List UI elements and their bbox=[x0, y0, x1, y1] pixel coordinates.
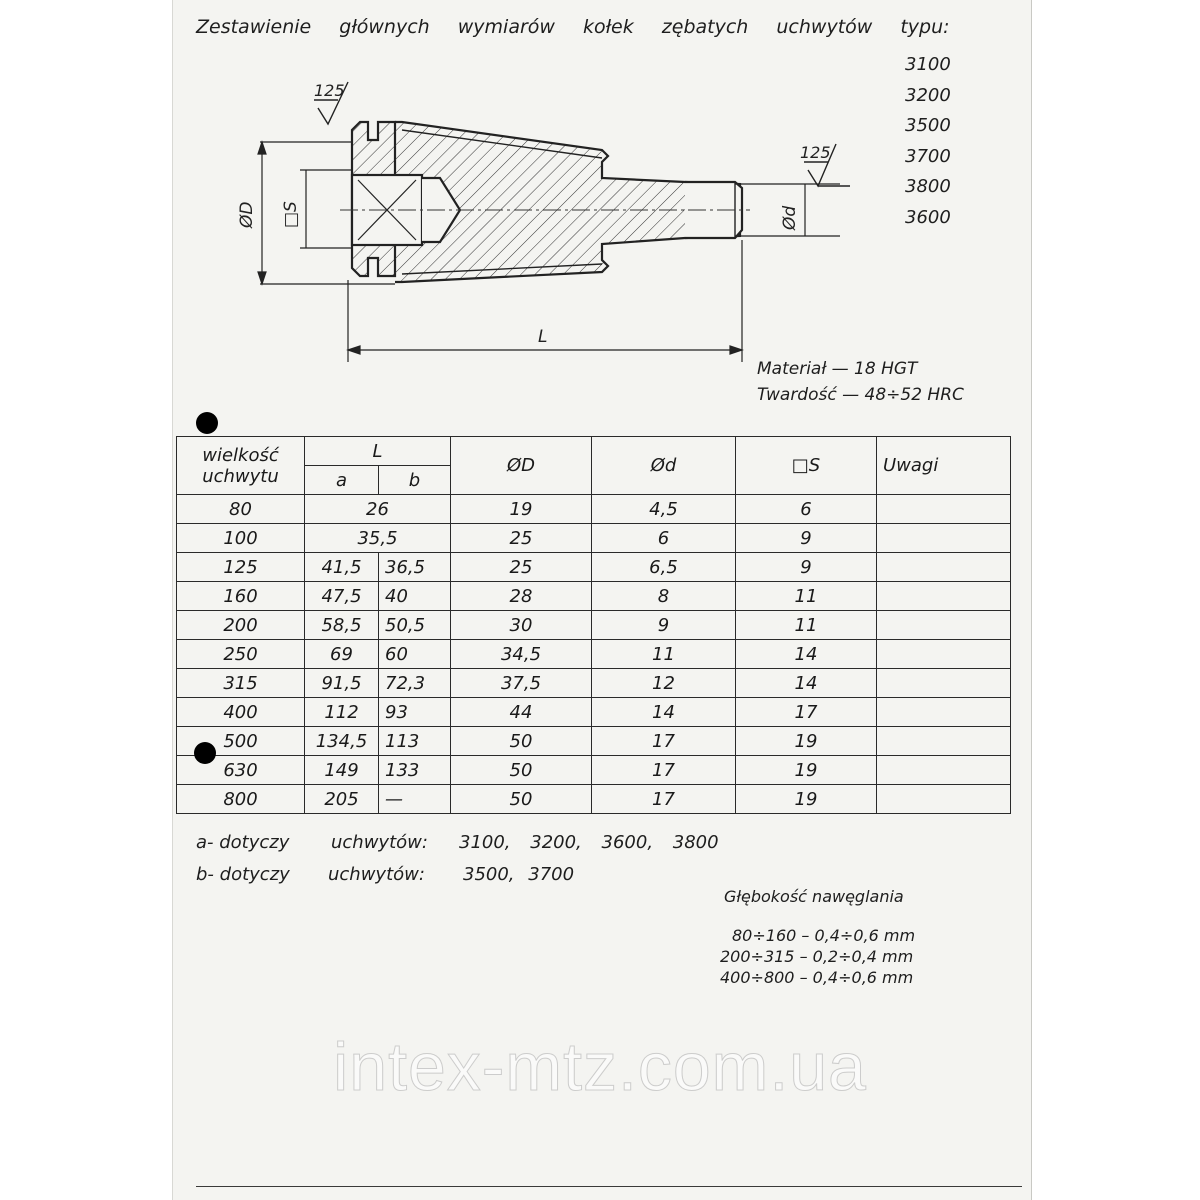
header-S: □S bbox=[736, 437, 877, 495]
cell-S: 6 bbox=[736, 495, 877, 524]
cell-remarks bbox=[877, 640, 1011, 669]
cell-d: 12 bbox=[592, 669, 736, 698]
cell-size: 160 bbox=[177, 582, 305, 611]
cell-S: 11 bbox=[736, 611, 877, 640]
cell-D: 37,5 bbox=[451, 669, 592, 698]
cell-b: 133 bbox=[379, 756, 451, 785]
dimension-d-label: Ød bbox=[780, 205, 800, 230]
cell-d: 17 bbox=[592, 785, 736, 814]
header-D: ØD bbox=[451, 437, 592, 495]
cell-D: 50 bbox=[451, 756, 592, 785]
cell-S: 14 bbox=[736, 669, 877, 698]
table-row bbox=[177, 495, 1011, 524]
punch-hole bbox=[194, 742, 216, 764]
chuck-type-list bbox=[905, 54, 965, 237]
cell-d: 17 bbox=[592, 756, 736, 785]
header-b: b bbox=[379, 466, 451, 495]
cell-D: 25 bbox=[451, 553, 592, 582]
dimension-D-label: ØD bbox=[237, 201, 257, 228]
cell-size: 400 bbox=[177, 698, 305, 727]
cell-d: 6 bbox=[592, 524, 736, 553]
cell-size: 200 bbox=[177, 611, 305, 640]
cell-size: 80 bbox=[177, 495, 305, 524]
material-line: Materiał — 18 HGT bbox=[757, 359, 918, 379]
punch-hole bbox=[196, 412, 218, 434]
cell-remarks bbox=[877, 553, 1011, 582]
cell-d: 17 bbox=[592, 727, 736, 756]
cell-remarks bbox=[877, 669, 1011, 698]
cell-a: 205 bbox=[305, 785, 379, 814]
material-info bbox=[757, 356, 964, 408]
carburizing-line: 80÷160 – 0,4÷0,6 mm bbox=[732, 926, 916, 945]
watermark: intex-mtz.com.ua bbox=[333, 1029, 867, 1105]
cell-size: 100 bbox=[177, 524, 305, 553]
cell-a: 41,5 bbox=[305, 553, 379, 582]
header-remarks: Uwagi bbox=[877, 437, 1011, 495]
table-row bbox=[177, 582, 1011, 611]
note-b-label: b- dotyczy bbox=[196, 864, 290, 885]
table-row bbox=[177, 727, 1011, 756]
document-title: Zestawienie głównych wymiarów kołek zębatych uchwytów typu: bbox=[196, 16, 950, 38]
cell-b: 40 bbox=[379, 582, 451, 611]
header-a: a bbox=[305, 466, 379, 495]
cell-S: 19 bbox=[736, 785, 877, 814]
dimension-L-label: L bbox=[538, 327, 548, 347]
chuck-type: 3200 bbox=[905, 84, 951, 106]
chuck-type: 3700 bbox=[905, 145, 951, 167]
cell-size: 315 bbox=[177, 669, 305, 698]
hardness-line: Twardość — 48÷52 HRC bbox=[757, 385, 964, 405]
cell-remarks bbox=[877, 756, 1011, 785]
cell-D: 30 bbox=[451, 611, 592, 640]
note-a-label: a- dotyczy bbox=[196, 832, 290, 853]
cell-b: 60 bbox=[379, 640, 451, 669]
carburizing-line: 400÷800 – 0,4÷0,6 mm bbox=[720, 968, 914, 987]
cell-remarks bbox=[877, 698, 1011, 727]
cell-b: 50,5 bbox=[379, 611, 451, 640]
table-row bbox=[177, 785, 1011, 814]
cell-d: 8 bbox=[592, 582, 736, 611]
cell-remarks bbox=[877, 785, 1011, 814]
cell-D: 34,5 bbox=[451, 640, 592, 669]
cell-b: 36,5 bbox=[379, 553, 451, 582]
cell-a: 58,5 bbox=[305, 611, 379, 640]
cell-D: 50 bbox=[451, 727, 592, 756]
note-a bbox=[196, 832, 719, 853]
cell-S: 9 bbox=[736, 553, 877, 582]
cell-size: 800 bbox=[177, 785, 305, 814]
carburizing-line: 200÷315 – 0,2÷0,4 mm bbox=[720, 947, 914, 966]
cell-S: 17 bbox=[736, 698, 877, 727]
cell-b: 93 bbox=[379, 698, 451, 727]
cell-d: 6,5 bbox=[592, 553, 736, 582]
table-row bbox=[177, 698, 1011, 727]
cell-remarks bbox=[877, 524, 1011, 553]
cell-remarks bbox=[877, 495, 1011, 524]
header-size: wielkość uchwytu bbox=[177, 437, 305, 495]
cell-a: 134,5 bbox=[305, 727, 379, 756]
cell-a: 69 bbox=[305, 640, 379, 669]
cell-S: 14 bbox=[736, 640, 877, 669]
table-row bbox=[177, 524, 1011, 553]
cell-a: 91,5 bbox=[305, 669, 379, 698]
cell-b: 113 bbox=[379, 727, 451, 756]
chuck-type: 3100 bbox=[905, 54, 951, 75]
cell-a: 112 bbox=[305, 698, 379, 727]
cell-S: 19 bbox=[736, 727, 877, 756]
cell-size: 630 bbox=[177, 756, 305, 785]
cell-S: 19 bbox=[736, 756, 877, 785]
table-row bbox=[177, 611, 1011, 640]
cell-D: 44 bbox=[451, 698, 592, 727]
chuck-type: 3500 bbox=[905, 115, 951, 136]
table-row bbox=[177, 553, 1011, 582]
note-b bbox=[196, 864, 574, 885]
note-a-values: 3100, 3200, 3600, 3800 bbox=[459, 832, 719, 853]
carburizing-depth bbox=[720, 886, 915, 988]
carburizing-title: Głębokość nawęglania bbox=[724, 887, 904, 906]
cell-D: 50 bbox=[451, 785, 592, 814]
table-row bbox=[177, 669, 1011, 698]
cell-b: — bbox=[379, 785, 451, 814]
cell-size: 125 bbox=[177, 553, 305, 582]
cell-a: 26 bbox=[305, 495, 451, 524]
roughness-label-right: 125 bbox=[800, 143, 831, 162]
dimension-S-label: □S bbox=[281, 201, 301, 228]
technical-drawing bbox=[230, 70, 870, 370]
note-b-values: 3500, 3700 bbox=[463, 864, 575, 885]
cell-remarks bbox=[877, 727, 1011, 756]
cell-remarks bbox=[877, 582, 1011, 611]
cell-size: 500 bbox=[177, 727, 305, 756]
cell-D: 28 bbox=[451, 582, 592, 611]
cell-D: 25 bbox=[451, 524, 592, 553]
header-L: L bbox=[305, 437, 451, 466]
cell-a: 35,5 bbox=[305, 524, 451, 553]
dimensions-table bbox=[176, 436, 1011, 814]
header-d: Ød bbox=[592, 437, 736, 495]
pin-body bbox=[352, 122, 742, 282]
cell-d: 4,5 bbox=[592, 495, 736, 524]
cell-d: 11 bbox=[592, 640, 736, 669]
cell-S: 11 bbox=[736, 582, 877, 611]
cell-D: 19 bbox=[451, 495, 592, 524]
cell-d: 14 bbox=[592, 698, 736, 727]
table-row bbox=[177, 756, 1011, 785]
table-row bbox=[177, 640, 1011, 669]
cell-size: 250 bbox=[177, 640, 305, 669]
cell-remarks bbox=[877, 611, 1011, 640]
chuck-type: 3600 bbox=[905, 206, 951, 228]
cell-S: 9 bbox=[736, 524, 877, 553]
cell-b: 72,3 bbox=[379, 669, 451, 698]
note-a-mid: uchwytów: bbox=[331, 832, 428, 853]
cell-a: 47,5 bbox=[305, 582, 379, 611]
cell-a: 149 bbox=[305, 756, 379, 785]
note-b-mid: uchwytów: bbox=[328, 864, 425, 885]
roughness-label-left: 125 bbox=[314, 81, 345, 100]
chuck-type: 3800 bbox=[905, 176, 951, 197]
cell-d: 9 bbox=[592, 611, 736, 640]
bottom-rule bbox=[196, 1186, 1022, 1187]
table-body bbox=[177, 495, 1011, 814]
